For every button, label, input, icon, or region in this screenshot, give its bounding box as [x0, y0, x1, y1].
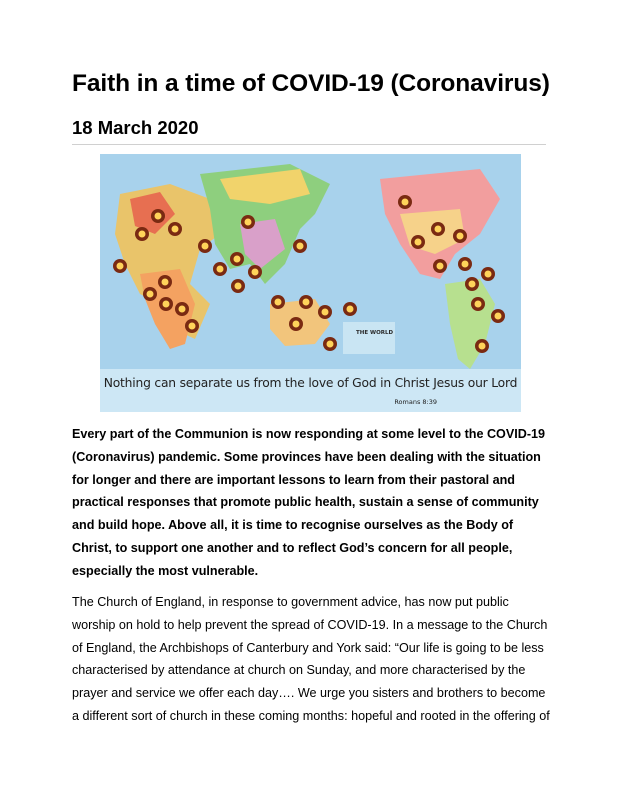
image-verse-reference: Romans 8:39 [394, 398, 437, 406]
map-inset-label: THE WORLD [356, 330, 394, 336]
world-map-candles-image [100, 154, 521, 412]
image-caption: Nothing can separate us from the love of God in Christ Jesus our Lord [103, 376, 518, 390]
divider [72, 144, 546, 145]
article-date: 18 March 2020 [72, 117, 199, 138]
world-map-illustration [100, 154, 521, 412]
body-paragraph: The Church of England, in response to government advice, has now put public worship on hold to help prevent the spread of COVID-19. In a message to the Church of England, the Archbishops of Canterbury and York said: “Our life is going to be less characterised by attendance at church on Sunday, and more characterised by the prayer and service we offer each day…. We urge you sisters and brothers to become a different sort of church in these coming months: hopeful and rooted in the offering of [72, 595, 550, 723]
intro-paragraph: Every part of the Communion is now responding at some level to the COVID-19 (Coronavirus) pandemic. Some provinces have been dealing with the situation for longer and there are important lessons to learn from their pastoral and practical responses that promote public health, sustain a sense of community and build hope. Above all, it is time to recognise ourselves as the Body of Christ, to support one another and to reflect God’s concern for all people, especially the most vulnerable. [72, 427, 546, 578]
article-title: Faith in a time of COVID-19 (Coronavirus) [72, 70, 550, 97]
